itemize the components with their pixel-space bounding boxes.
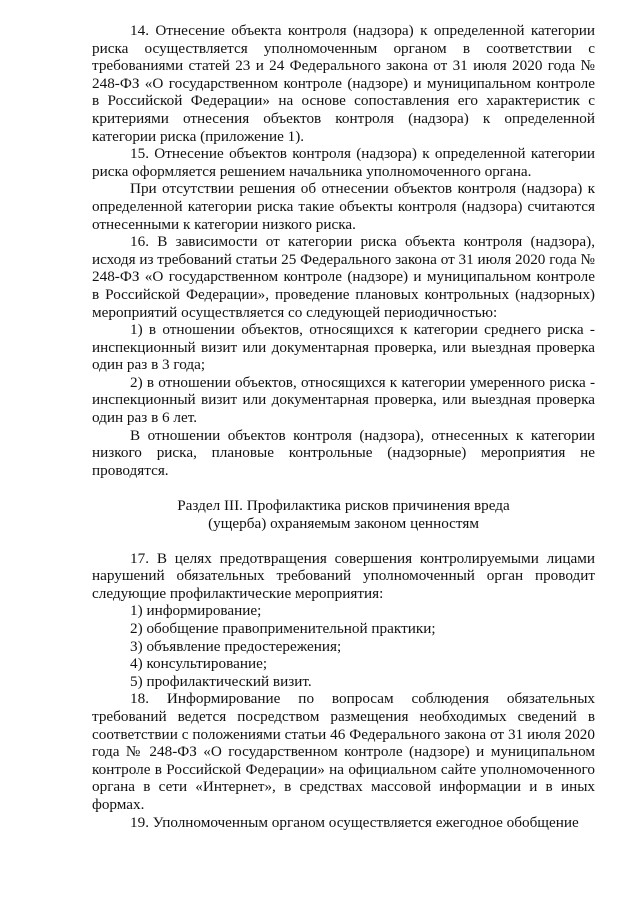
paragraph-18: 18. Информирование по вопросам соблюдения обязательных требований ведется посредством размещения необходимых сведений в соответствии с положениями статьи 46 Федерального закона от 31 июля 2020 года № 248-ФЗ «О государственном контроле (надзоре) и муниципальном контроле в Российской Федерации» на официальном сайте уполномоченного органа в сети «Интернет», в средствах массовой информации и в иных формах. bbox=[92, 690, 595, 813]
list-item: 3) объявление предостережения; bbox=[130, 637, 342, 655]
section-heading bbox=[92, 497, 595, 532]
paragraph-17: 17. В целях предотвращения совершения контролируемыми лицами нарушений обязательных требований уполномоченный орган проводит следующие профилактические мероприятия: bbox=[92, 549, 595, 602]
section-title-line-2: (ущерба) охраняемым законом ценностям bbox=[208, 515, 479, 533]
paragraph-14: 14. Отнесение объекта контроля (надзора) к определенной категории риска осуществляется уполномоченным органом в соответствии с требованиями статей 23 и 24 Федерального закона от 31 июля 2020 года № 248-ФЗ «О государственном контроле (надзоре) и муниципальном контроле в Российской Федерации» на основе сопоставления его характеристик с критериями отнесения объектов контроля (надзора) к определенной категории риска (приложение 1). bbox=[92, 22, 595, 145]
paragraph-16-item-2: 2) в отношении объектов, относящихся к категории умеренного риска - инспекционный визит или документарная проверка, или выездная проверка один раз в 6 лет. bbox=[92, 373, 595, 427]
paragraph-16-low-risk: В отношении объектов контроля (надзора), отнесенных к категории низкого риска, плановые контрольные (надзорные) мероприятия не проводятся. bbox=[92, 426, 595, 479]
list-item: 4) консультирование; bbox=[130, 655, 268, 673]
document-page bbox=[92, 22, 595, 831]
paragraph-15: 15. Отнесение объектов контроля (надзора) к определенной категории риска оформляется решением начальника уполномоченного органа. bbox=[92, 145, 595, 180]
paragraph-19: 19. Уполномоченным органом осуществляется ежегодное обобщение bbox=[130, 813, 579, 831]
list-item: 5) профилактический визит. bbox=[130, 672, 312, 690]
list-item: 1) информирование; bbox=[130, 602, 262, 620]
section-title-line-1: Раздел III. Профилактика рисков причинения вреда bbox=[177, 497, 510, 515]
paragraph-16-item-1: 1) в отношении объектов, относящихся к категории среднего риска - инспекционный визит или документарная проверка, или выездная проверка один раз в 3 года; bbox=[92, 321, 595, 374]
paragraph-15-continuation: При отсутствии решения об отнесении объектов контроля (надзора) к определенной категории риска такие объекты контроля (надзора) считаются отнесенными к категории низкого риска. bbox=[92, 180, 595, 233]
list-item: 2) обобщение правоприменительной практики; bbox=[130, 620, 436, 637]
paragraph-16: 16. В зависимости от категории риска объекта контроля (надзора), исходя из требований статьи 25 Федерального закона от 31 июля 2020 года № 248-ФЗ «О государственном контроле (надзоре) и муниципальном контроле в Российской Федерации», проведение плановых контрольных (надзорных) мероприятий осуществляется со следующей периодичностью: bbox=[92, 233, 595, 321]
